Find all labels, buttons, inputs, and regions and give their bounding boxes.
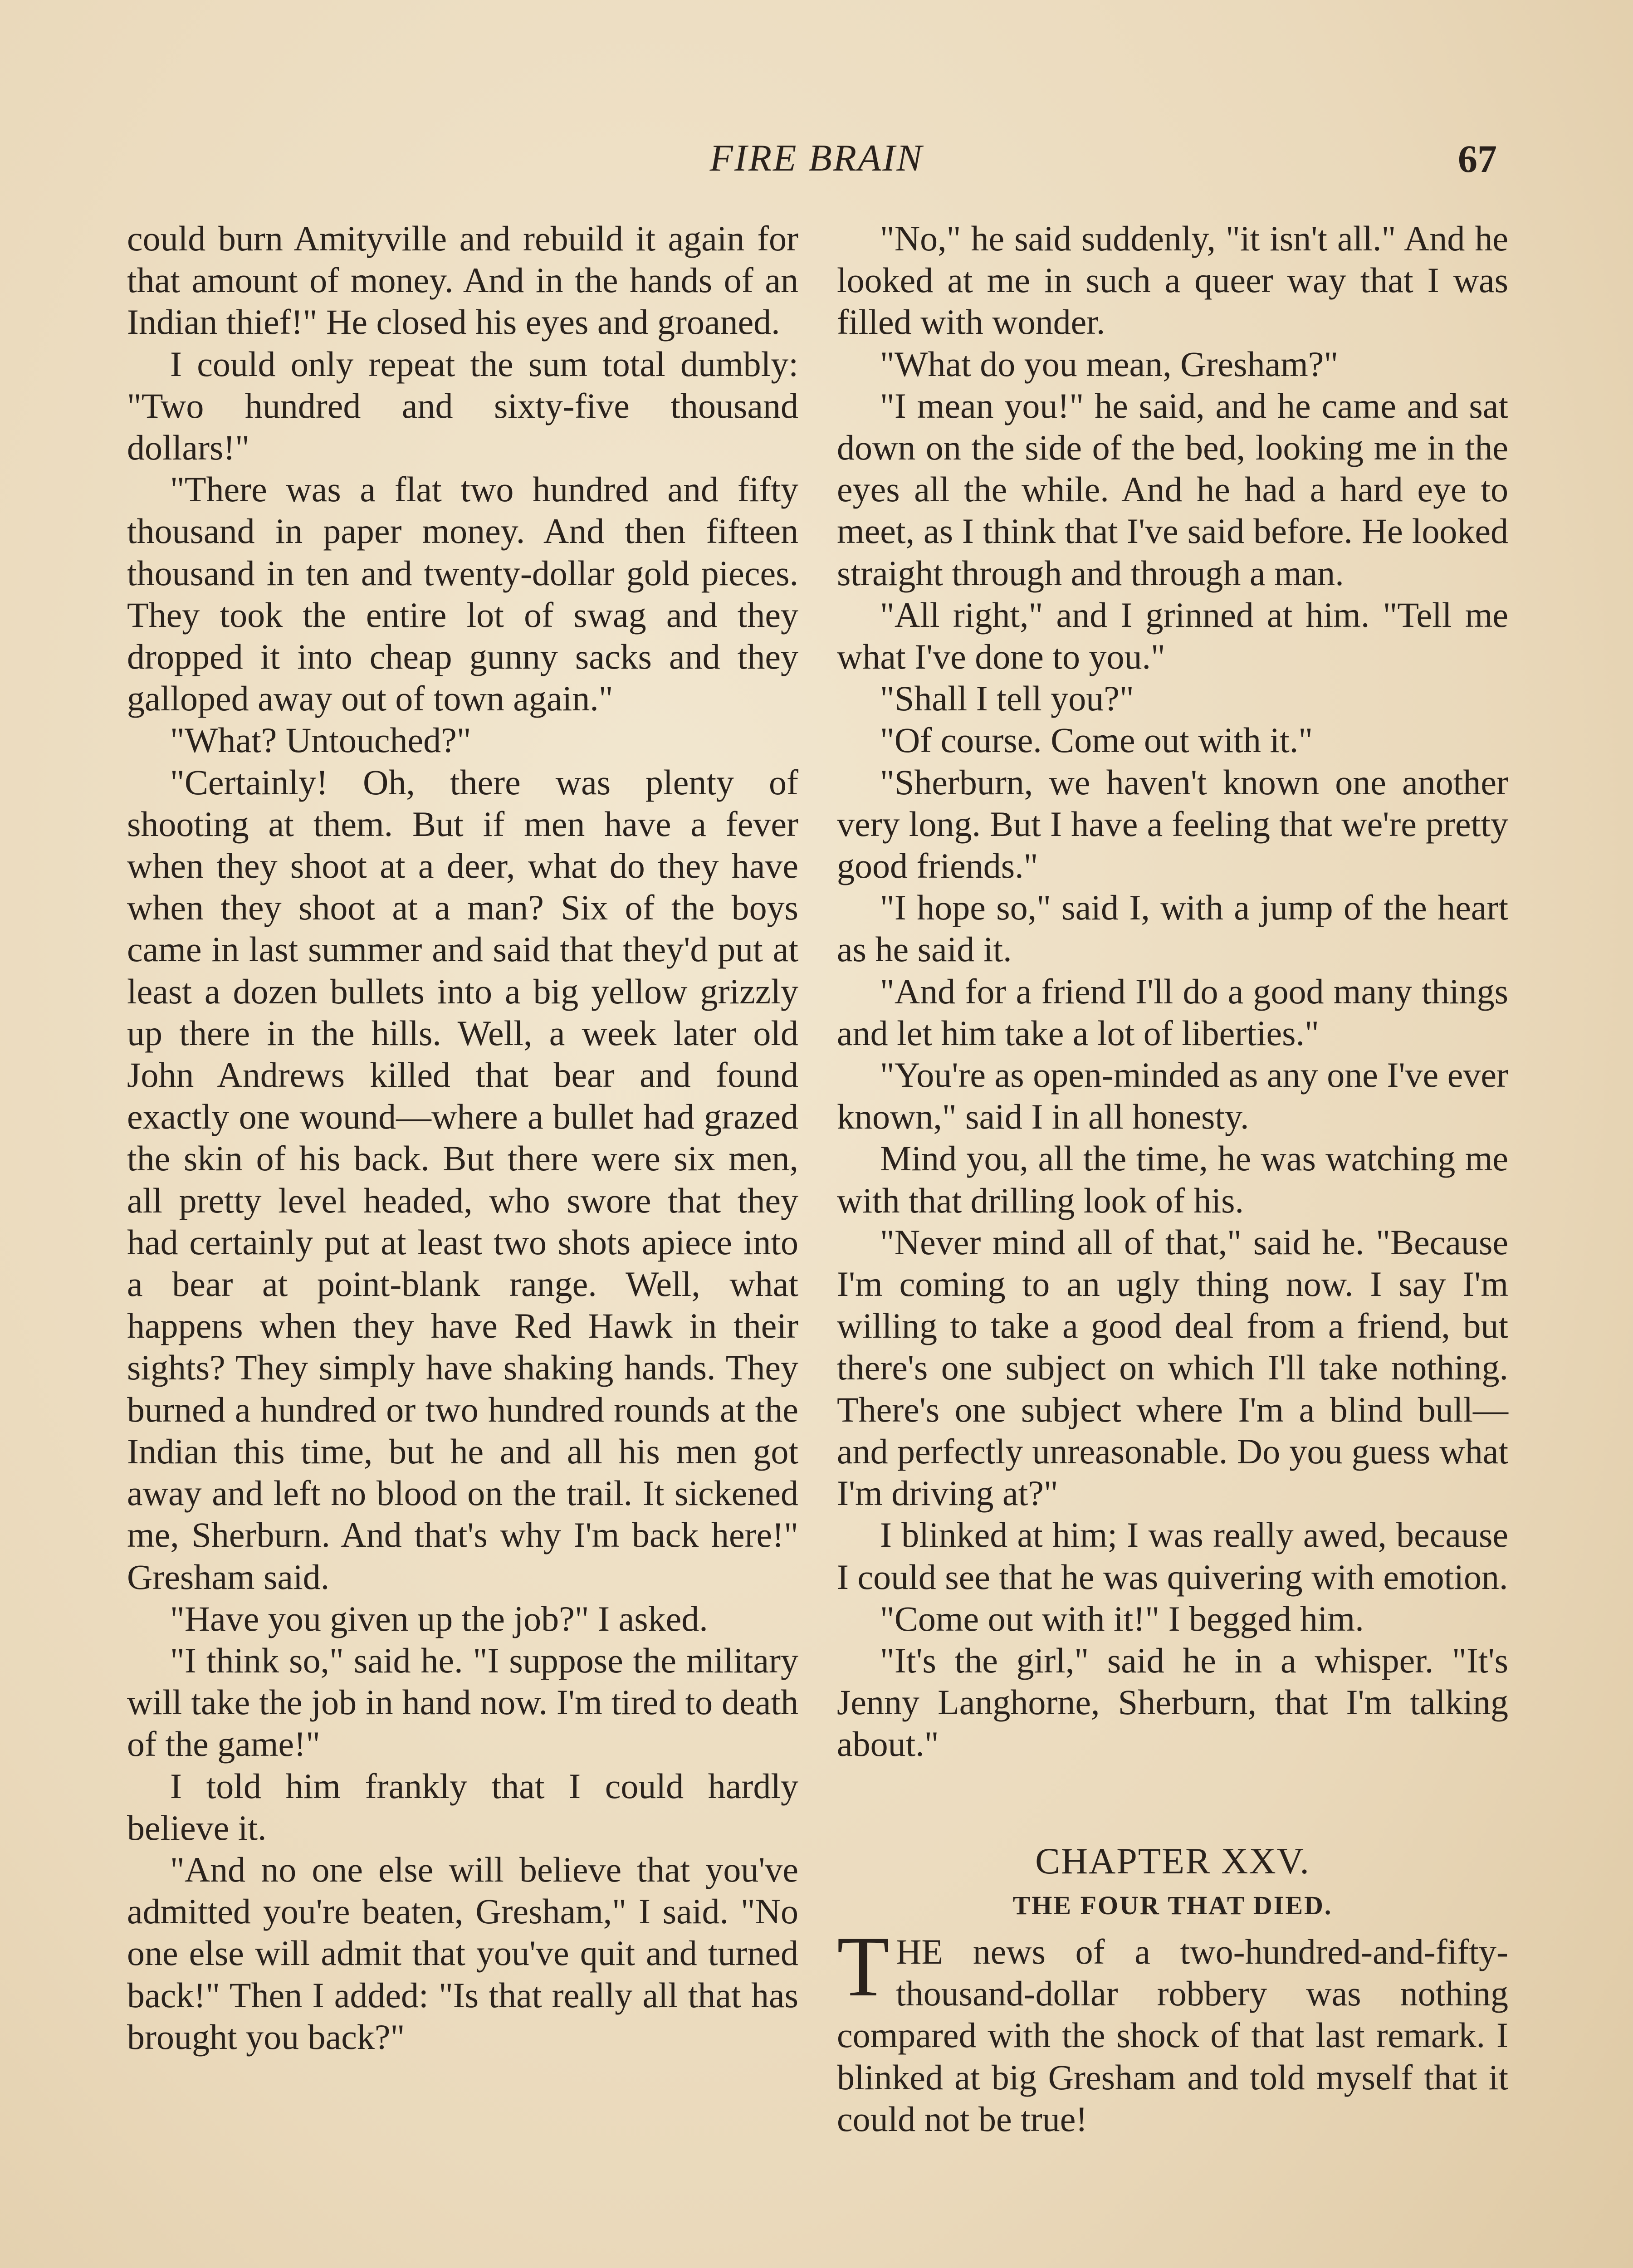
paragraph: "It's the girl," said he in a whisper. "It's Jenny Langhorne, Sherburn, that I'm talking about." — [837, 1640, 1508, 1764]
paragraph: "Shall I tell you?" — [880, 679, 1134, 719]
chapter-subtitle: THE FOUR THAT DIED. — [1012, 1890, 1333, 1920]
right-column — [837, 218, 1508, 2140]
paragraph: I could only repeat the sum total dumbly: "Two hundred and sixty-five thousand dollars!" — [127, 344, 798, 468]
paragraph: "I mean you!" he said, and he came and sat down on the side of the bed, looking me in the eyes all the while. And he had a hard eye to meet, as I think that I've said before. He looked straight through and through a man. — [837, 386, 1508, 593]
paragraph: "And for a friend I'll do a good many things and let him take a lot of liberties." — [837, 971, 1508, 1053]
paragraph: "Certainly! Oh, there was plenty of shooting at them. But if men have a fever when they shoot at a deer, what do they have when they shoot at a man? Six of the boys came in last summer and said that they'd put at least a dozen bullets into a big yellow grizzly up there in the hills. Well, a week later old John Andrews killed that bear and found exactly one wound—where a bullet had grazed the skin of his back. But there were six men, all pretty level headed, who swore that they had certainly put at least two shots apiece into a bear at point-blank range. Well, what happens when they have Red Hawk in their sights? They simply have shaking hands. They burned a hundred or two hundred rounds at the Indian this time, but he and all his men got away and left no blood on the trail. It sickened me, Sherburn. And that's why I'm back here!" Gresham said. — [127, 762, 798, 1597]
paragraph: "You're as open-minded as any one I've ever known," said I in all honesty. — [837, 1055, 1508, 1137]
paragraph: "I think so," said he. "I suppose the military will take the job in hand now. I'm tired to death of the game!" — [127, 1640, 798, 1764]
opening-text: HE news of a two-hundred-and-fifty-thousand-dollar robbery was nothing compared with the shock of that last remark. I blinked at big Gresham and told myself that it could not be true! — [837, 1931, 1508, 2139]
paragraph: "Never mind all of that," said he. "Because I'm coming to an ugly thing now. I say I'm willing to take a good deal from a friend, but there's one subject on which I'll take nothing. There's one subject where I'm a blind bull—and perfectly unreasonable. Do you guess what I'm driving at?" — [837, 1222, 1508, 1513]
page-header — [0, 136, 1633, 191]
paragraph: "Come out with it!" I begged him. — [880, 1598, 1364, 1638]
paragraph: "Have you given up the job?" I asked. — [170, 1598, 708, 1638]
paragraph: "There was a flat two hundred and fifty thousand in paper money. And then fifteen thousand in ten and twenty-dollar gold pieces. They took the entire lot of swag and they dropped it into cheap gunny sacks and they galloped away out of town again." — [127, 469, 798, 719]
paragraph: "No," he said suddenly, "it isn't all." And he looked at me in such a queer way that I was filled with wonder. — [837, 219, 1508, 342]
drop-cap: T — [837, 1919, 890, 2014]
paragraph: Mind you, all the time, he was watching me with that drilling look of his. — [837, 1139, 1508, 1220]
paragraph: could burn Amityville and rebuild it again for that amount of money. And in the hands of an Indian thief!" He closed his eyes and groaned. — [127, 219, 798, 342]
paragraph: "Sherburn, we haven't known one another very long. But I have a feeling that we're pretty good friends." — [837, 762, 1508, 886]
paragraph: "And no one else will believe that you've admitted you're beaten, Gresham," I said. "No one else will admit that you've quit and turned back!" Then I added: "Is that really all that has brought you back?" — [127, 1849, 798, 2057]
left-column — [127, 218, 798, 2058]
chapter-heading: CHAPTER XXV. — [1035, 1840, 1310, 1882]
paragraph: I told him frankly that I could hardly believe it. — [127, 1766, 798, 1848]
paragraph: "All right," and I grinned at him. "Tell me what I've done to you." — [837, 595, 1508, 677]
paragraph: "Of course. Come out with it." — [880, 720, 1313, 760]
paragraph: "What? Untouched?" — [170, 720, 471, 760]
running-title: FIRE BRAIN — [709, 137, 924, 179]
page-number: 67 — [1458, 137, 1497, 181]
paragraph: "What do you mean, Gresham?" — [880, 344, 1339, 384]
chapter-opening-paragraph — [837, 1919, 1508, 2140]
paragraph: I blinked at him; I was really awed, because I could see that he was quivering with emotion. — [837, 1515, 1508, 1597]
paragraph: "I hope so," said I, with a jump of the heart as he said it. — [837, 888, 1508, 969]
